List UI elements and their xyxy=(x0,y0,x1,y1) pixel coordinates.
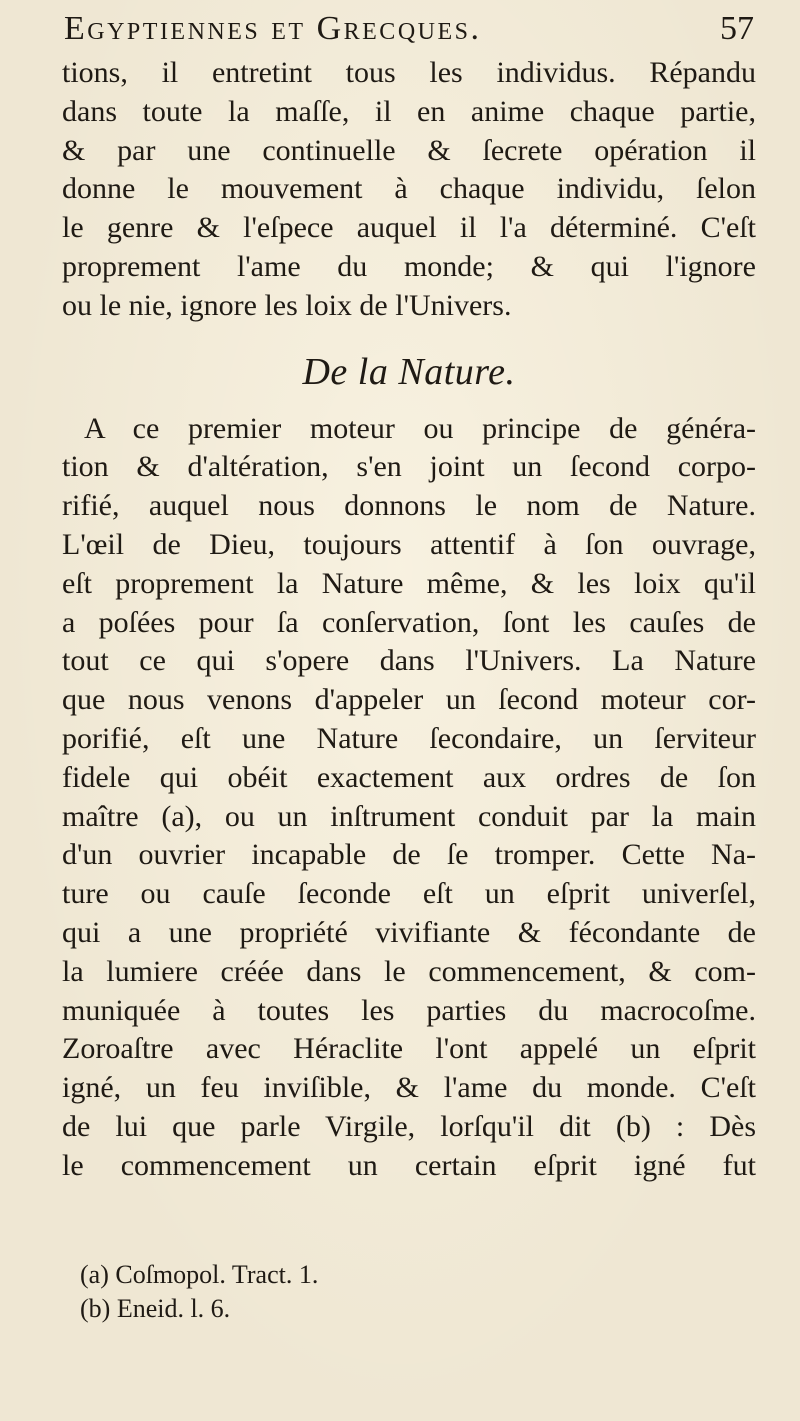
text-line: maître (a), ou un inſtrument conduit par la main xyxy=(62,799,756,833)
text-line: tout ce qui s'opere dans l'Univers. La Nature xyxy=(62,644,756,678)
text-line: le commencement un certain eſprit igné fut xyxy=(62,1148,756,1182)
running-title: Egyptiennes et Grecques. xyxy=(64,10,482,47)
footnote-a: (a) Coſmopol. Tract. 1. xyxy=(80,1260,319,1289)
text-line: que nous venons d'appeler un ſecond moteur cor- xyxy=(62,683,756,717)
page-number: 57 xyxy=(720,10,754,47)
text-line: ou le nie, ignore les loix de l'Univers. xyxy=(62,288,512,322)
text-line: donne le mouvement à chaque individu, ſelon xyxy=(62,172,756,206)
text-line: ture ou cauſe ſeconde eſt un eſprit univerſel, xyxy=(62,877,756,911)
footnote-b: (b) Eneid. l. 6. xyxy=(80,1294,231,1323)
text-line: tions, il entretint tous les individus. Répandu xyxy=(62,56,756,89)
text-line: igné, un feu inviſible, & l'ame du monde. C'eſt xyxy=(62,1071,756,1105)
text-line: de lui que parle Virgile, lorſqu'il dit (b) : Dès xyxy=(62,1109,756,1143)
text-line: le genre & l'eſpece auquel il l'a déterminé. C'eſt xyxy=(62,211,756,245)
text-line: fidele qui obéit exactement aux ordres de ſon xyxy=(62,760,756,794)
text-line: & par une continuelle & ſecrete opération il xyxy=(62,133,756,167)
footnotes xyxy=(80,1258,680,1326)
text-line: qui a une propriété vivifiante & fécondante de xyxy=(62,915,756,949)
text-line: porifié, eſt une Nature ſecondaire, un ſerviteur xyxy=(62,721,756,755)
text-line: a poſées pour ſa conſervation, ſont les cauſes de xyxy=(62,605,756,639)
text-line: A ce premier moteur ou principe de généra- xyxy=(84,411,756,445)
paragraph-continued xyxy=(62,54,756,326)
text-line: rifié, auquel nous donnons le nom de Nature. xyxy=(62,489,756,523)
text-line: tion & d'altération, s'en joint un ſecond corpo- xyxy=(62,450,756,484)
text-line: L'œil de Dieu, toujours attentif à ſon ouvrage, xyxy=(62,527,756,561)
text-line: muniquée à toutes les parties du macrocoſme. xyxy=(62,993,756,1027)
text-line: dans toute la maſſe, il en anime chaque partie, xyxy=(62,94,756,128)
text-line: eſt proprement la Nature même, & les loix qu'il xyxy=(62,566,756,600)
body-text xyxy=(62,54,756,1186)
text-line: proprement l'ame du monde; & qui l'ignore xyxy=(62,249,756,283)
paragraph-nature xyxy=(62,410,756,1186)
text-line: la lumiere créée dans le commencement, & com- xyxy=(62,954,756,988)
section-heading: De la Nature. xyxy=(302,350,516,393)
text-line: d'un ouvrier incapable de ſe tromper. Cette Na- xyxy=(62,838,756,872)
text-line: Zoroaſtre avec Héraclite l'ont appelé un eſprit xyxy=(62,1032,756,1066)
running-head xyxy=(64,10,754,50)
